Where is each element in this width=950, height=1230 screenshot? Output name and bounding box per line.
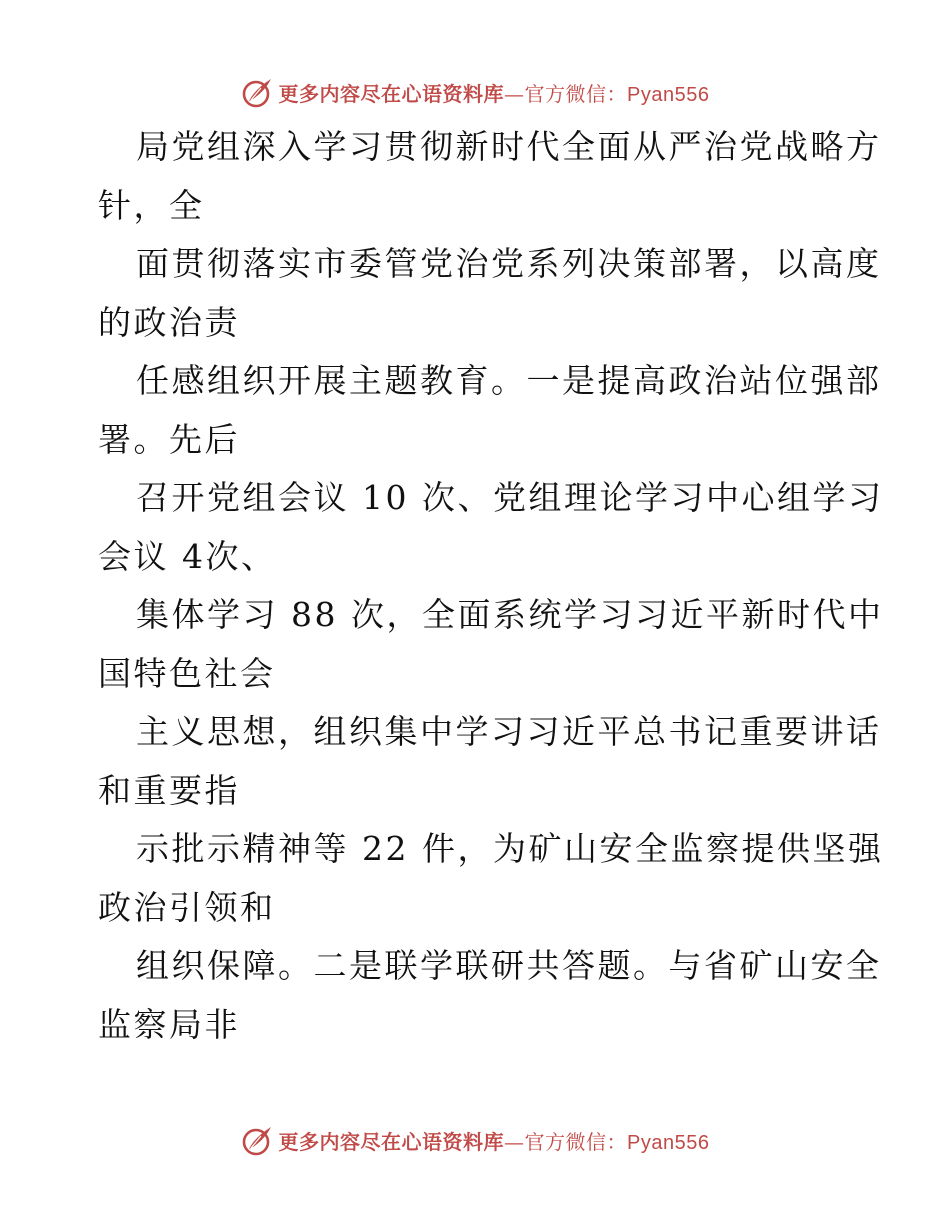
footer-banner-title: 更多内容尽在心语资料库 (278, 1129, 505, 1154)
header-banner-title: 更多内容尽在心语资料库 (278, 81, 505, 106)
body-line: 会议 4次、 (98, 536, 277, 576)
body-line: 组织保障。二是联学联研共答题。与省矿山安全 (136, 946, 882, 985)
body-line: 集体学习 88 次，全面系统学习习近平新时代中 (136, 595, 884, 634)
footer-banner-inner (241, 1123, 710, 1157)
body-line: 和重要指 (98, 770, 240, 810)
footer-banner-handle: Pyan556 (627, 1131, 710, 1154)
document-body (98, 118, 884, 1054)
body-line: 召开党组会议 10 次、党组理论学习中心组学习 (136, 478, 884, 517)
body-line: 示批示精神等 22 件，为矿山安全监察提供坚强 (136, 829, 884, 868)
footer-banner-label: —官方微信： (504, 1129, 628, 1154)
header-banner-inner (241, 75, 710, 109)
body-line: 国特色社会 (98, 653, 276, 693)
header-banner-handle: Pyan556 (627, 83, 710, 106)
body-line: 主义思想，组织集中学习习近平总书记重要讲话 (136, 712, 882, 751)
body-line: 局党组深入学习贯彻新时代全面从严治党战略方 (136, 127, 882, 166)
body-line: 署。先后 (98, 419, 240, 459)
footer-banner-text (279, 1126, 710, 1155)
header-banner-label: —官方微信： (504, 81, 628, 106)
footer-banner (0, 1120, 950, 1160)
body-line: 面贯彻落实市委管党治党系列决策部署，以高度 (136, 244, 882, 283)
feather-pen-logo-icon (241, 75, 275, 109)
body-line: 针，全 (98, 185, 205, 225)
body-line: 任感组织开展主题教育。一是提高政治站位强部 (136, 361, 882, 400)
body-line: 监察局非 (98, 1004, 240, 1044)
header-banner (0, 72, 950, 112)
feather-pen-logo-icon (241, 1123, 275, 1157)
body-line: 的政治责 (98, 302, 240, 342)
body-line: 政治引领和 (98, 887, 276, 927)
header-banner-text (279, 78, 710, 107)
